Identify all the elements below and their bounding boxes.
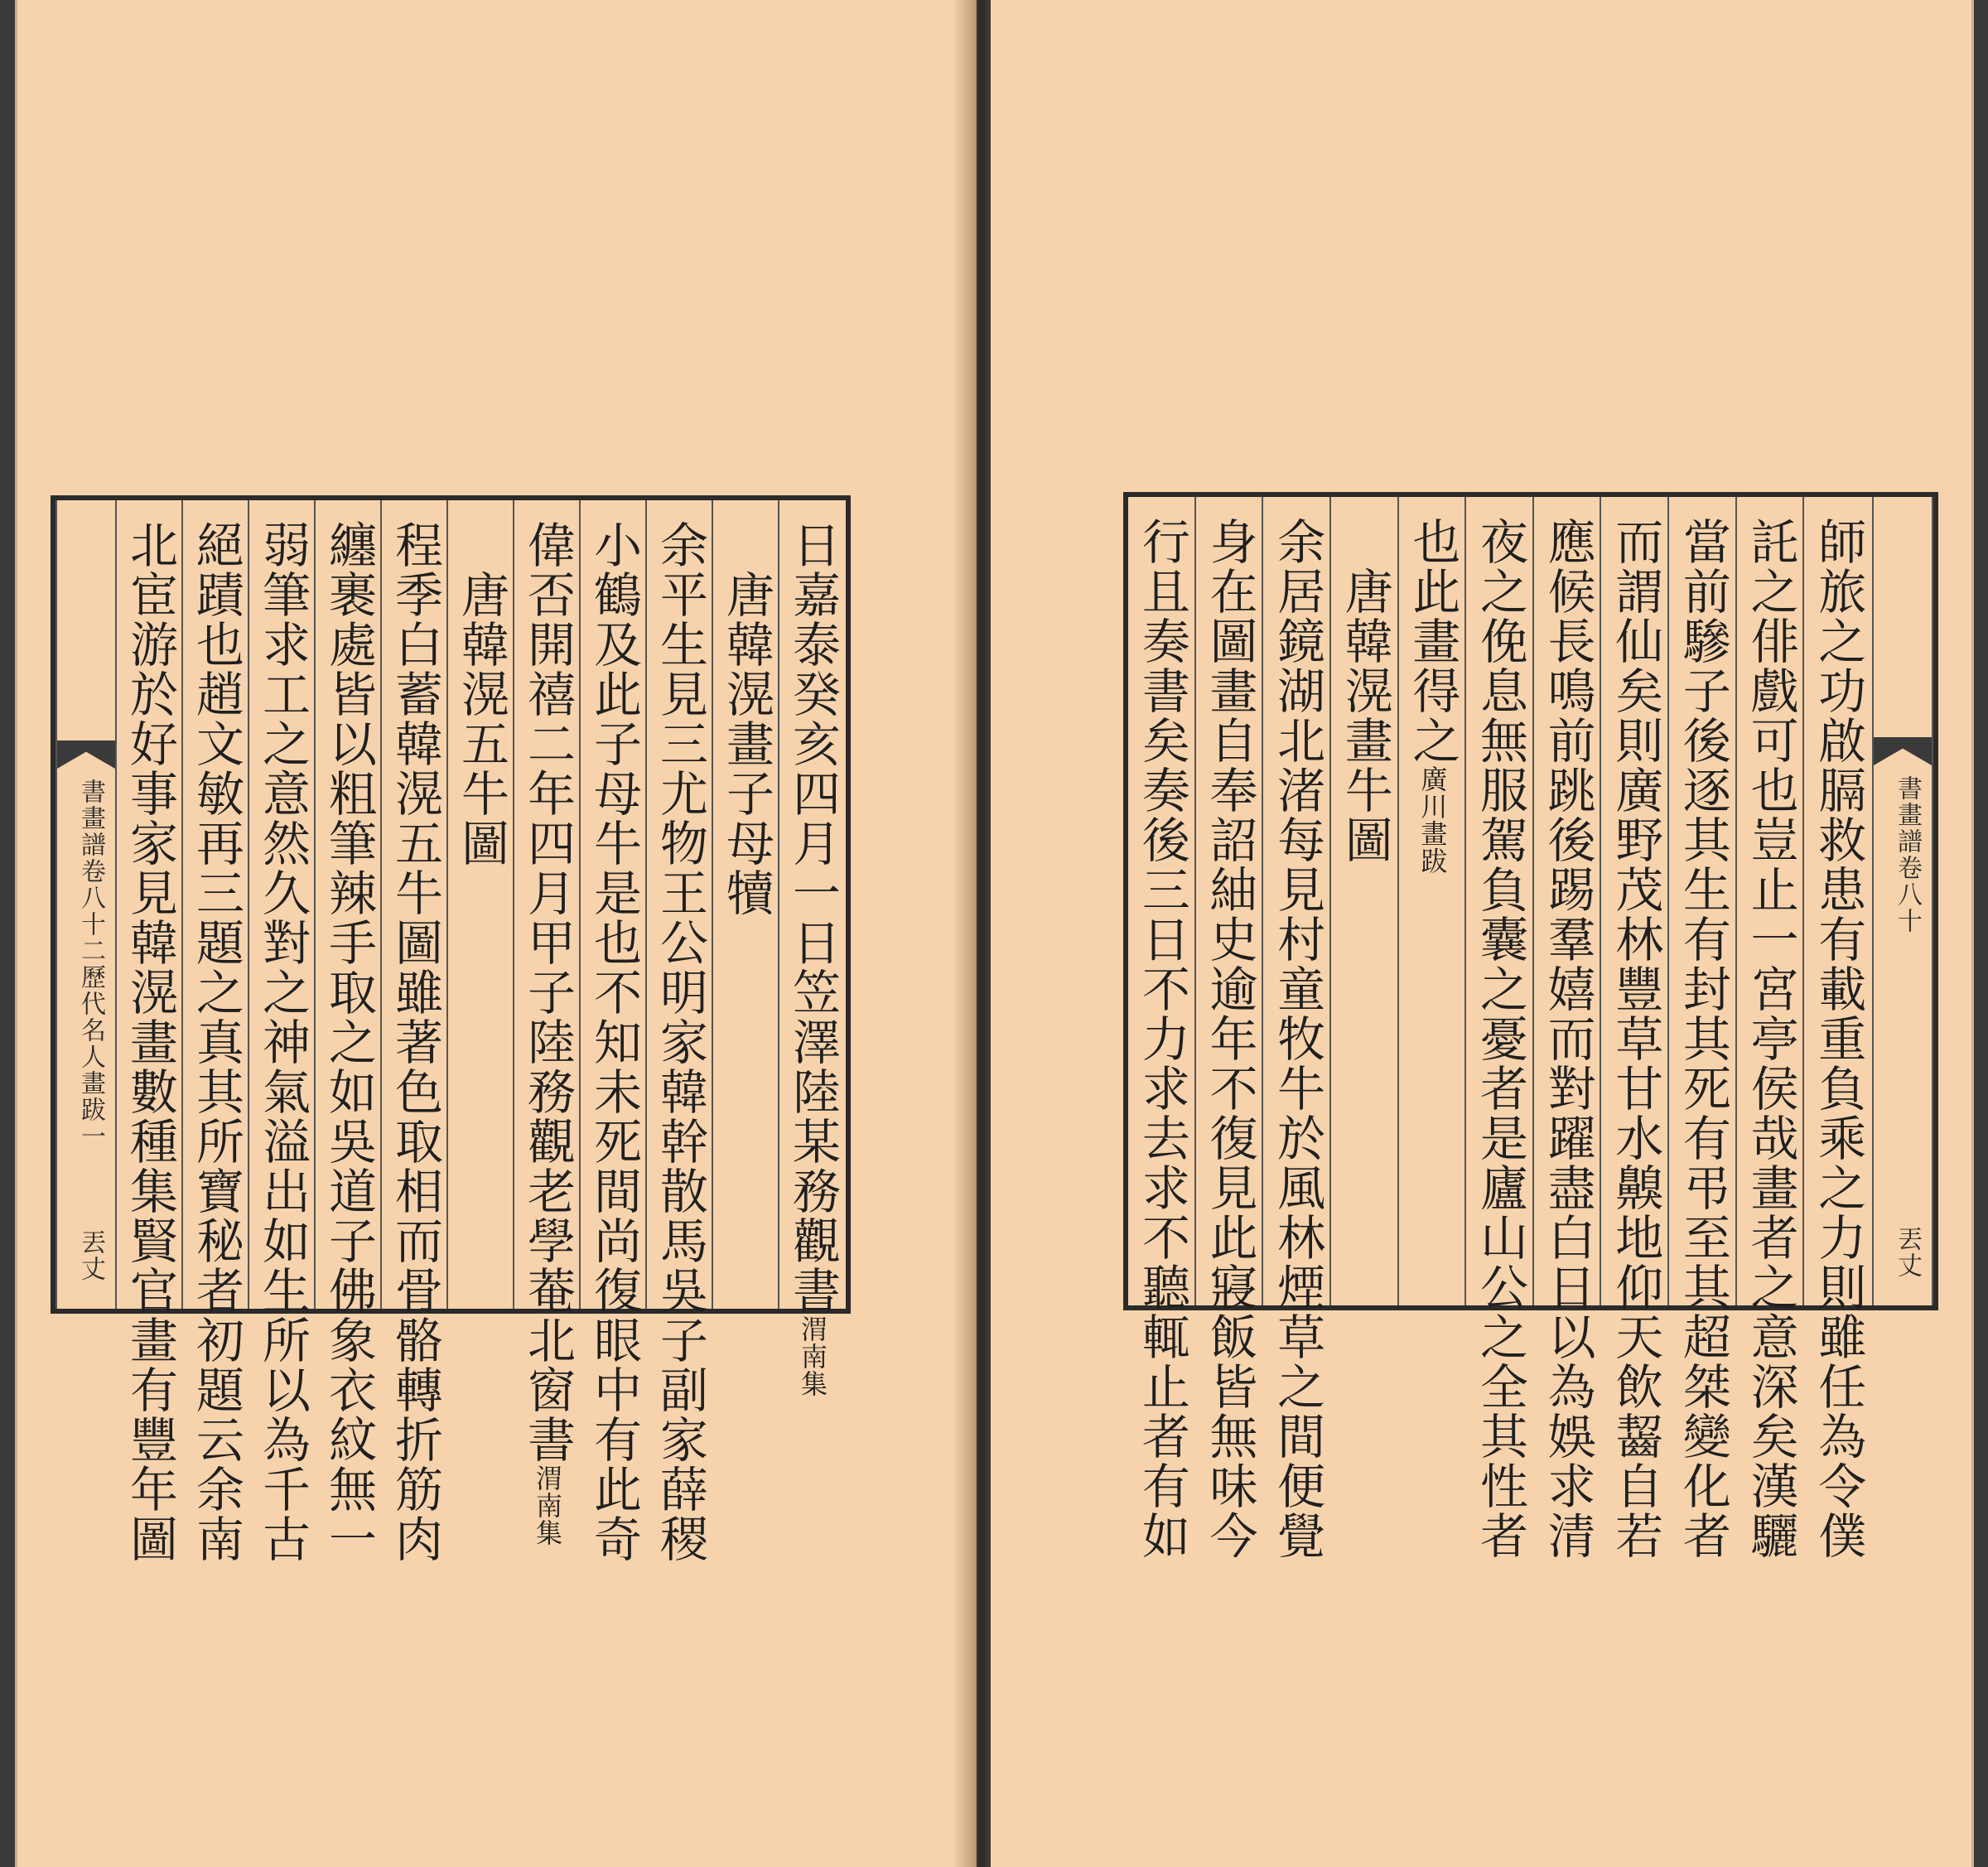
column-rule (712, 500, 713, 1309)
column-text: 唐韓滉畫子母犢 (718, 520, 774, 918)
center-margin-strip (1872, 497, 1933, 1305)
text-column (382, 500, 448, 1564)
text-column (1534, 497, 1602, 1561)
text-column (183, 500, 249, 1564)
folio-number: 丟丈 (1893, 1226, 1922, 1279)
text-column (1331, 497, 1399, 1305)
text-column (779, 500, 846, 1397)
column-rule (645, 500, 647, 1309)
text-column (514, 500, 581, 1546)
left-page (15, 0, 977, 1867)
column-rule (778, 500, 779, 1309)
folio-number: 丟丈 (76, 1229, 105, 1282)
margin-title: 書畫譜卷八十 (1893, 775, 1922, 934)
column-text: 唐韓滉五牛圖 (453, 520, 509, 868)
column-rule (513, 500, 514, 1309)
text-column (316, 500, 382, 1564)
text-column (1466, 497, 1534, 1561)
column-text: 也此畫得之 (1404, 517, 1461, 765)
column-rule (1532, 497, 1534, 1305)
column-rule (181, 500, 183, 1309)
left-text-frame (51, 495, 851, 1564)
column-text: 余平生見三尤物王公明家韓幹散馬吳子副家薛稷 (652, 520, 708, 1564)
text-column (1737, 497, 1805, 1561)
text-column (249, 500, 316, 1564)
column-text: 唐韓滉畫牛圖 (1336, 517, 1393, 865)
text-column (1399, 497, 1467, 1305)
right-page (991, 0, 1974, 1867)
column-text: 絕蹟也趙文敏再三題之真其所寶秘者初題云余南 (188, 520, 244, 1564)
text-column (117, 500, 183, 1564)
text-column (1669, 497, 1737, 1561)
column-rule (1802, 497, 1804, 1305)
column-text: 纏裹處皆以粗筆辣手取之如吳道子佛象衣紋無一 (321, 520, 377, 1564)
column-text: 偉否開禧二年四月甲子陸務觀老學菴北窗書 (519, 520, 576, 1464)
column-text: 應候長鳴前跳後踢羣嬉而對躍盡白日以為娛求清 (1539, 517, 1596, 1561)
text-column (1196, 497, 1264, 1561)
center-margin-strip (55, 500, 117, 1309)
text-column (1804, 497, 1872, 1561)
column-text: 小鶴及此子母牛是也不知未死間尚復眼中有此奇 (586, 520, 642, 1564)
column-text: 師旅之功啟膈救患有載重負乘之力則雖任為令僕 (1810, 517, 1867, 1561)
column-rule (1600, 497, 1601, 1305)
source-note: 廣川畫跋 (1416, 765, 1449, 875)
text-column (581, 500, 647, 1564)
column-rule (446, 500, 448, 1309)
margin-title: 書畫譜卷八十二歷代名人畫跋一 (76, 779, 105, 1150)
text-column (1128, 497, 1196, 1561)
column-text: 夜之俛息無服駕負囊之憂者是廬山公之全其性者 (1472, 517, 1529, 1561)
column-rule (1464, 497, 1466, 1305)
column-text: 行且奏書矣奏後三日不力求去求不聽輒止者有如 (1133, 517, 1190, 1561)
column-rule (579, 500, 581, 1309)
source-note: 渭南集 (532, 1464, 563, 1546)
column-text: 北宦游於好事家見韓滉畫數種集賢官畫有豐年圖 (122, 520, 178, 1564)
column-rule (1194, 497, 1196, 1305)
column-text: 余居鏡湖北渚每見村童牧牛於風林煙草之間便覺 (1269, 517, 1326, 1561)
column-text: 程季白蓄韓滉五牛圖雖著色取相而骨骼轉折筋肉 (387, 520, 443, 1564)
source-note: 渭南集 (797, 1315, 828, 1397)
column-rule (1329, 497, 1331, 1305)
column-rule (1667, 497, 1669, 1305)
column-rule (248, 500, 249, 1309)
column-text: 而謂仙矣則廣野茂林豐草甘水齅地仰天飲齧自若 (1607, 517, 1664, 1561)
column-text: 弱筆求工之意然久對之神氣溢出如生所以為千古 (254, 520, 311, 1564)
text-column (1601, 497, 1669, 1561)
fishtail-mark (1874, 737, 1932, 765)
column-rule (314, 500, 316, 1309)
column-rule (1397, 497, 1399, 1305)
column-text: 日嘉泰癸亥四月一日笠澤陸某務觀書 (784, 520, 841, 1315)
text-column (713, 500, 779, 1309)
right-text-frame (1123, 492, 1938, 1561)
column-rule (1262, 497, 1263, 1305)
column-rule (1735, 497, 1737, 1305)
text-column (448, 500, 514, 1309)
column-text: 當前驂子後逐其生有封其死有弔至其超桀變化者 (1674, 517, 1731, 1561)
text-column (1263, 497, 1331, 1561)
column-text: 託之俳戲可也豈止一宮亭侯哉畫者之意深矣漢驪 (1742, 517, 1799, 1561)
column-text: 身在圖畫自奉詔紬史逾年不復見此寢飯皆無味今 (1201, 517, 1258, 1561)
column-rule (380, 500, 382, 1309)
fishtail-mark (57, 741, 115, 769)
text-column (647, 500, 713, 1564)
